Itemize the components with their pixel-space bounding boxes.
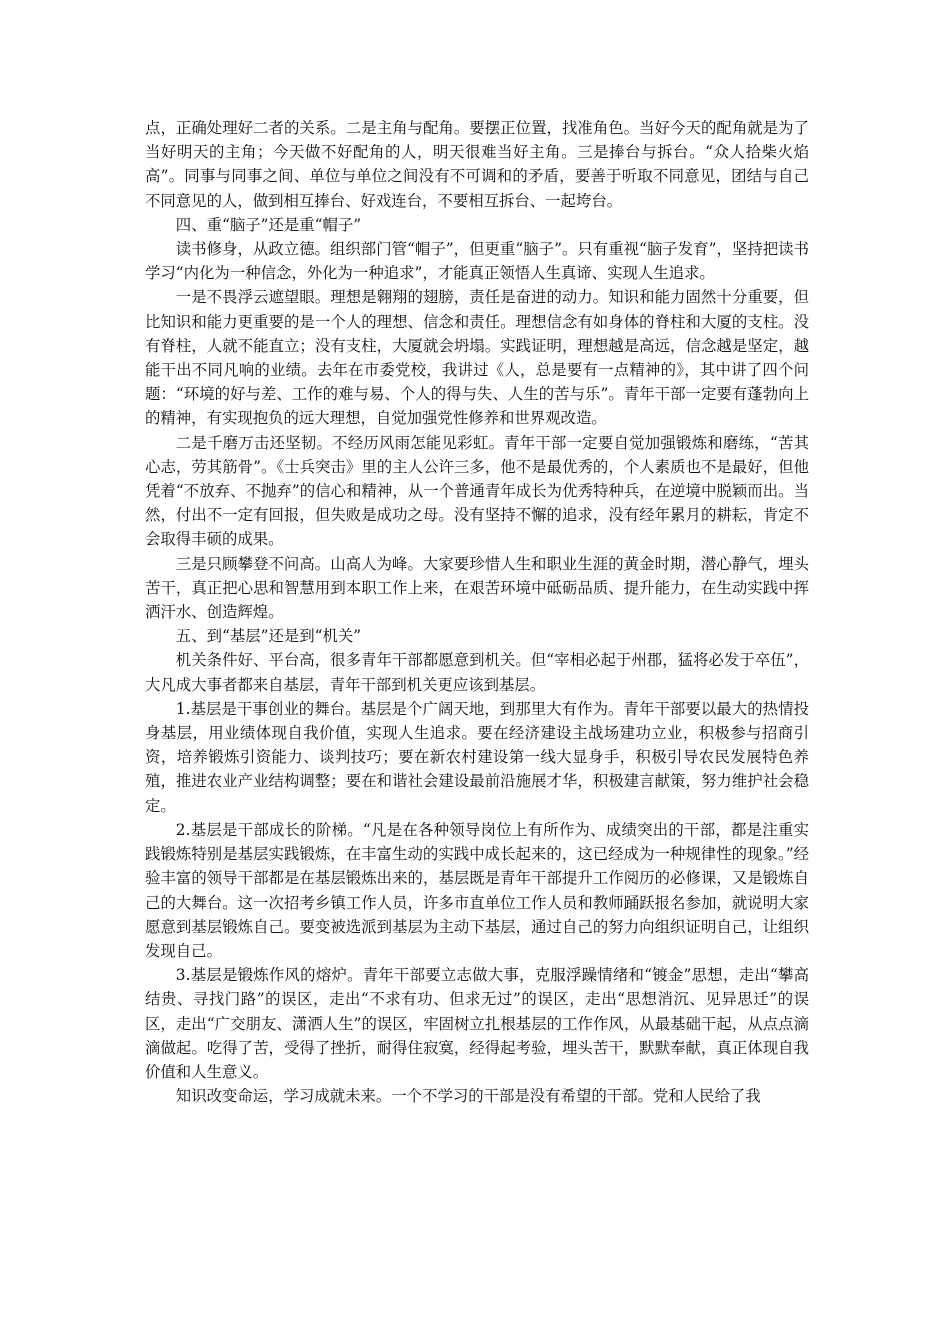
paragraph: 机关条件好、平台高，很多青年干部都愿意到机关。但“宰相必起于州郡，猛将必发于卒伍”，大凡成大事者都来自基层，青年干部到机关更应该到基层。 — [145, 651, 809, 694]
numbered-paragraph-2: 2.基层是干部成长的阶梯。“凡是在各种领导岗位上有所作为、成绩突出的干部，都是注重实践锻炼特别是基层实践锻炼，在丰富生动的实践中成长起来的，这已经成为一种规律性的现象。”经验丰富的领导干部都是在基层锻炼出来的，基层既是青年干部提升工作阅历的必修课，又是锻炼自己的大舞台。这一次招考乡镇工作人员，许多市直单位工作人员和教师踊跃报名参加，就说明大家愿意到基层锻炼自己。要变被选派到基层为主动下基层，通过自己的努力向组织证明自己，让组织发现自己。 — [145, 820, 809, 960]
numbered-paragraph-3: 3.基层是锻炼作风的熔炉。青年干部要立志做大事，克服浮躁情绪和“镀金”思想，走出“攀高结贵、寻找门路”的误区，走出“不求有功、但求无过”的误区，走出“思想消沉、见异思迁”的误区，走出“广交朋友、潇洒人生”的误区，牢固树立扎根基层的工作作风，从最基础干起，从点点滴滴做起。吃得了苦，受得了挫折，耐得住寂寞，经得起考验，埋头苦干，默默奉献，真正体现自我价值和人生意义。 — [145, 966, 809, 1081]
paragraph: 三是只顾攀登不问高。山高人为峰。大家要珍惜人生和职业生涯的黄金时期，潜心静气，埋头苦干，真正把心思和智慧用到本职工作上来，在艰苦环境中砥砺品质、提升能力，在生动实践中挥洒汗水、创造辉煌。 — [145, 554, 809, 622]
paragraph: 读书修身，从政立德。组织部门管“帽子”，但更重“脑子”。只有重视“脑子发育”，坚持把读书学习“内化为一种信念，外化为一种追求”，才能真正领悟人生真谛、实现人生追求。 — [145, 240, 809, 283]
paragraph: 一是不畏浮云遮望眼。理想是翱翔的翅膀，责任是奋进的动力。知识和能力固然十分重要，但比知识和能力更重要的是一个人的理想、信念和责任。理想信念有如身体的脊柱和大厦的支柱。没有脊柱，人就不能直立；没有支柱，大厦就会坍塌。实践证明，理想越是高远，信念越是坚定，越能干出不同凡响的业绩。去年在市委党校，我讲过《人，总是要有一点精神的》，其中讲了四个问题：“环境的好与差、工作的难与易、个人的得与失、人生的苦与乐”。青年干部一定要有蓬勃向上的精神，有实现抱负的远大理想，自觉加强党性修养和世界观改造。 — [145, 288, 809, 428]
section-heading-5: 五、到“基层”还是到“机关” — [175, 627, 362, 646]
numbered-paragraph-1: 1.基层是干事创业的舞台。基层是个广阔天地，到那里大有作为。青年干部要以最大的热情投身基层，用业绩体现自我价值，实现人生追求。要在经济建设主战场建功立业，积极参与招商引资，培养锻炼引资能力、谈判技巧；要在新农村建设第一线大显身手，积极引导农民发展特色养殖，推进农业产业结构调整；要在和谐社会建设最前沿施展才华，积极建言献策，努力维护社会稳定。 — [145, 699, 809, 815]
document-body — [145, 116, 809, 1108]
paragraph: 二是千磨万击还坚韧。不经历风雨怎能见彩虹。青年干部一定要自觉加强锻炼和磨练，“苦其心志，劳其筋骨”。《士兵突击》里的主人公许三多，他不是最优秀的，个人素质也不是最好，但他凭着“不放弃、不抛弃”的信心和精神，从一个普通青年成长为优秀特种兵，在逆境中脱颖而出。当然，付出不一定有回报，但失败是成功之母。没有坚持不懈的追求，没有经年累月的耕耘，肯定不会取得丰硕的成果。 — [145, 433, 809, 549]
paragraph-continuation: 点，正确处理好二者的关系。二是主角与配角。要摆正位置，找准角色。当好今天的配角就是为了当好明天的主角；今天做不好配角的人，明天很难当好主角。三是捧台与拆台。“众人拾柴火焰高”。同事与同事之间、单位与单位之间没有不可调和的矛盾，要善于听取不同意见，团结与自己不同意见的人，做到相互捧台、好戏连台，不要相互拆台、一起垮台。 — [145, 119, 809, 210]
section-heading-4: 四、重“脑子”还是重“帽子” — [175, 215, 362, 234]
paragraph-truncated: 知识改变命运，学习成就未来。一个不学习的干部是没有希望的干部。党和人民给了我 — [175, 1087, 761, 1106]
